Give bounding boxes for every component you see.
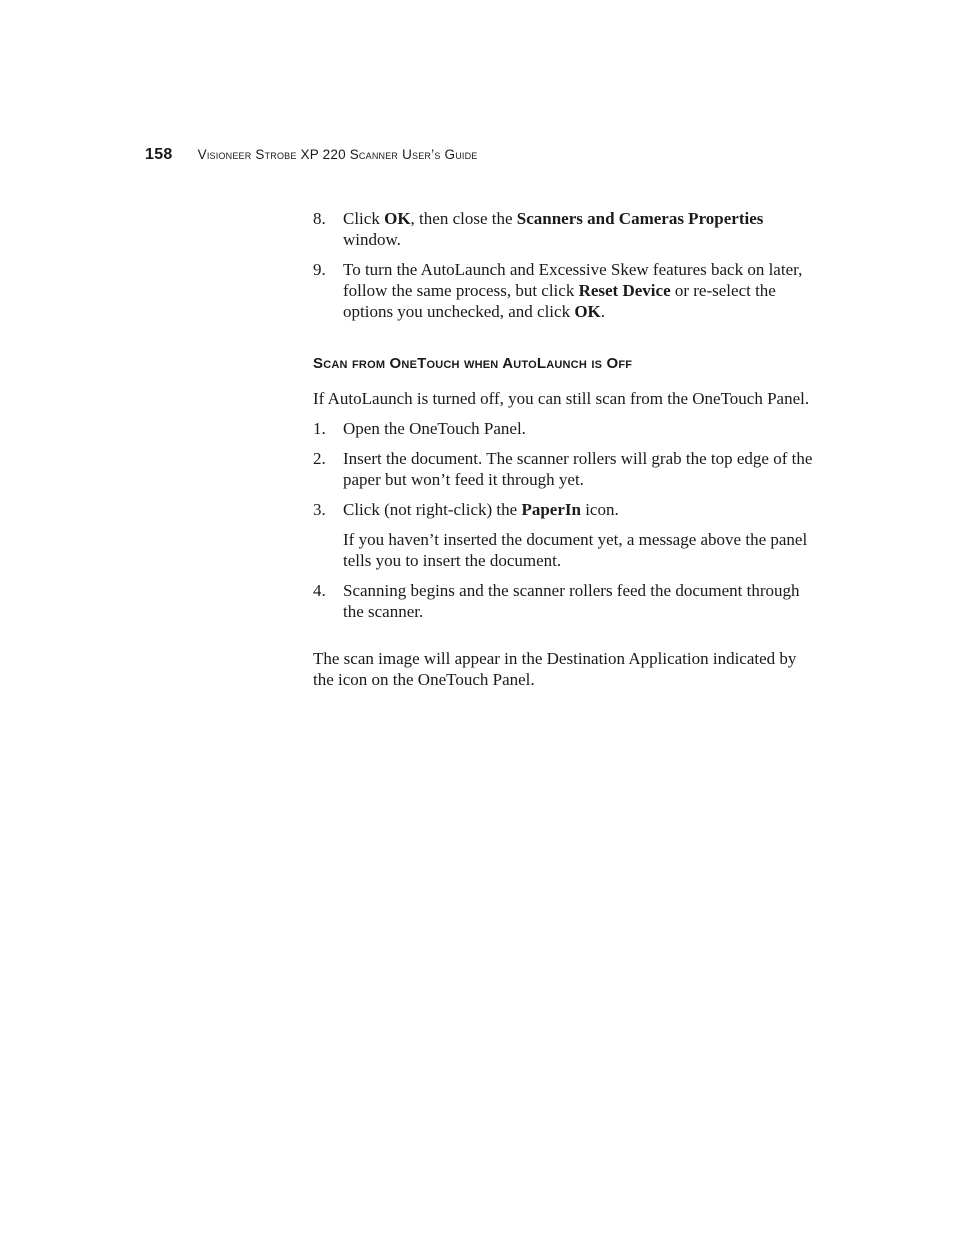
step-item: [313, 418, 813, 439]
intro-paragraph: If AutoLaunch is turned off, you can still scan from the OneTouch Panel.: [313, 389, 810, 408]
step-text: Click: [343, 209, 385, 228]
step-number: 4.: [313, 581, 326, 600]
section-heading: Scan from OneTouch when AutoLaunch is Off: [313, 355, 633, 372]
step-text: , then close the: [410, 209, 517, 228]
step-text: Scanning begins and the scanner rollers feed the document through the scanner.: [343, 581, 800, 621]
step-item: [313, 580, 813, 622]
step-text: or re-select the options you unchecked, and click: [343, 281, 776, 321]
step-number: 2.: [313, 449, 326, 468]
step-number: 1.: [313, 419, 326, 438]
step-item: [313, 208, 813, 250]
page-body: [313, 208, 813, 699]
step-number: 9.: [313, 260, 326, 279]
step-number: 3.: [313, 500, 326, 519]
step-item: [313, 259, 813, 322]
step-bold-text: OK: [574, 302, 601, 321]
step-bold-text: Scanners and Cameras Properties: [516, 209, 764, 228]
step-number: 8.: [313, 209, 326, 228]
step-text: window.: [343, 230, 401, 249]
step-item: [313, 499, 813, 520]
step-text: Open the OneTouch Panel.: [343, 419, 526, 438]
running-header: [145, 146, 478, 170]
step-text: To turn the AutoLaunch and Excessive Skew features back on later, follow the same process, but click: [343, 260, 803, 300]
step-bold-text: PaperIn: [521, 500, 581, 519]
step-text: .: [600, 302, 606, 321]
step-bold-text: Reset Device: [578, 281, 671, 300]
step-note: If you haven’t inserted the document yet, a message above the panel tells you to insert the document.: [343, 530, 808, 570]
step-item: [313, 448, 813, 490]
closing-paragraph: The scan image will appear in the Destination Application indicated by the icon on the OneTouch Panel.: [313, 649, 797, 689]
step-text: icon.: [580, 500, 619, 519]
running-title: Visioneer Strobe XP 220 Scanner User’s Guide: [197, 147, 478, 162]
step-text: Click (not right-click) the: [343, 500, 522, 519]
page-number: 158: [145, 146, 173, 163]
step-text: Insert the document. The scanner rollers will grab the top edge of the paper but won’t feed it through yet.: [343, 449, 813, 489]
step-bold-text: OK: [384, 209, 411, 228]
